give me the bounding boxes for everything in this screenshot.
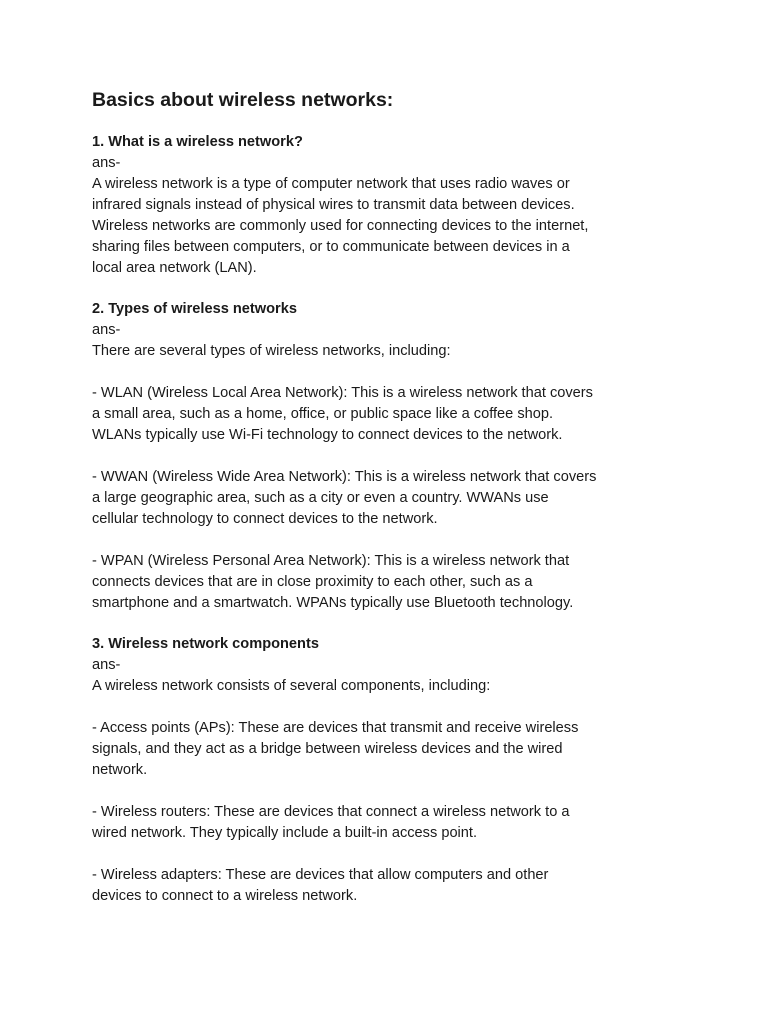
list-item-wpan: - WPAN (Wireless Personal Area Network): This is a wireless network that connects devices that are in close proximity to each other, such as a smartphone and a smartwatch. WPANs typically use Bluetooth technology. <box>92 553 574 611</box>
section-wireless-network-components <box>92 634 688 907</box>
question-heading: 2. Types of wireless networks <box>92 301 297 317</box>
list-item-access-points: - Access points (APs): These are devices that transmit and receive wireless signals, and they act as a bridge between wireless devices and the wired network. <box>92 720 579 778</box>
answer-paragraph: A wireless network is a type of computer network that uses radio waves or infrared signals instead of physical wires to transmit data between devices. Wireless networks are commonly used for connecting devices to the internet, sharing files between computers, or to communicate between devices in a local area network (LAN). <box>92 176 589 276</box>
paragraph-spacer <box>92 446 688 467</box>
paragraph-spacer <box>92 530 688 551</box>
list-item-wireless-routers: - Wireless routers: These are devices that connect a wireless network to a wired network. They typically include a built-in access point. <box>92 804 570 841</box>
question-heading: 3. Wireless network components <box>92 636 319 652</box>
section-what-is-wireless-network <box>92 132 688 279</box>
list-item-wlan: - WLAN (Wireless Local Area Network): This is a wireless network that covers a small area, such as a home, office, or public space like a coffee shop. WLANs typically use Wi-Fi technology to connect devices to the network. <box>92 385 593 443</box>
paragraph-spacer <box>92 781 688 802</box>
answer-label: ans- <box>92 322 121 338</box>
list-item-wireless-adapters: - Wireless adapters: These are devices that allow computers and other devices to connect to a wireless network. <box>92 867 549 904</box>
section-types-of-wireless-networks <box>92 299 688 614</box>
paragraph-spacer <box>92 362 688 383</box>
answer-paragraph: A wireless network consists of several components, including: <box>92 678 491 694</box>
list-item-wwan: - WWAN (Wireless Wide Area Network): This is a wireless network that covers a large geographic area, such as a city or even a country. WWANs use cellular technology to connect devices to the network. <box>92 469 597 527</box>
paragraph-spacer <box>92 844 688 865</box>
answer-label: ans- <box>92 657 121 673</box>
question-heading: 1. What is a wireless network? <box>92 134 303 150</box>
answer-paragraph: There are several types of wireless networks, including: <box>92 343 451 359</box>
paragraph-spacer <box>92 697 688 718</box>
document-title: Basics about wireless networks: <box>92 89 394 111</box>
answer-label: ans- <box>92 155 121 171</box>
